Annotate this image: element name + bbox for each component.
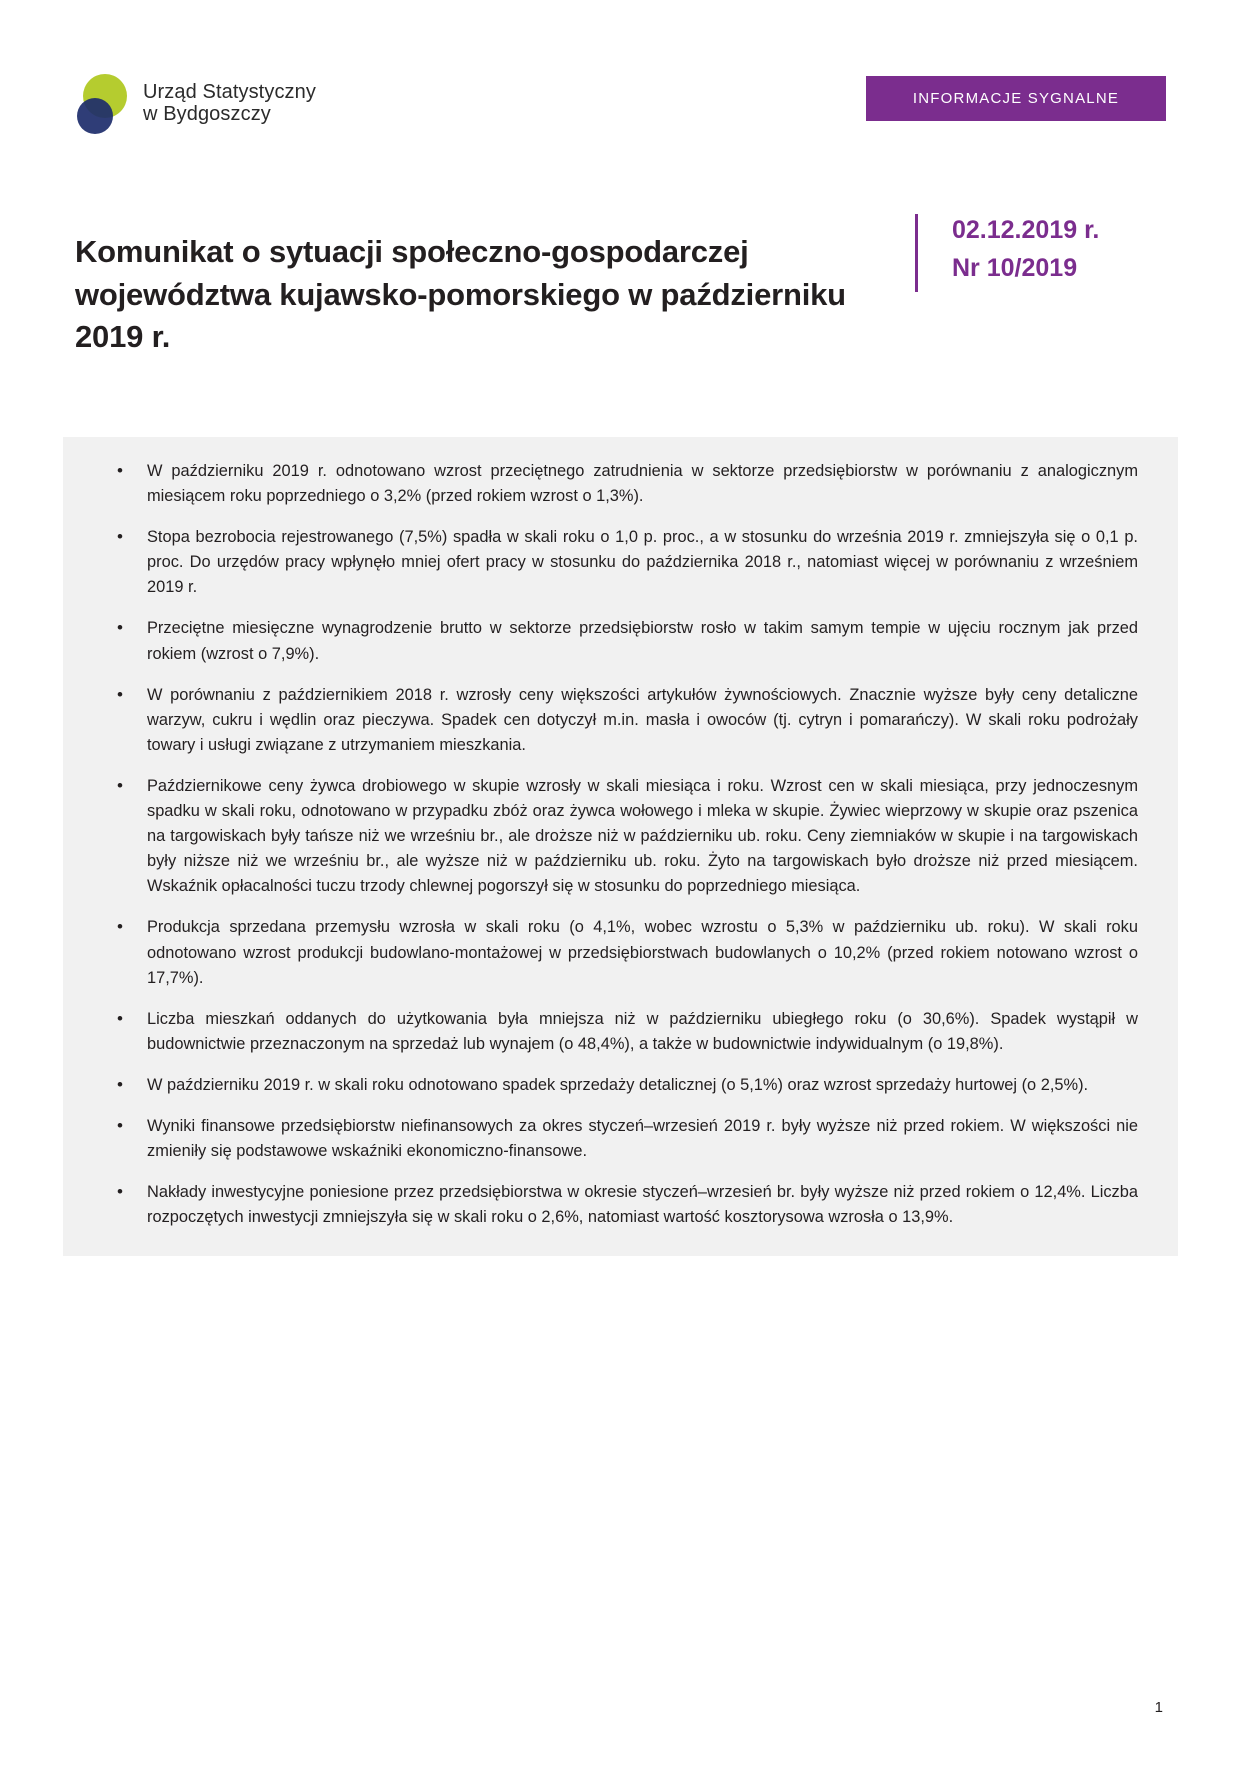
list-item: • Październikowe ceny żywca drobiowego w skupie wzrosły w skali miesiąca i roku. Wzrost cen w skali miesiąca, przy jednoczesnym spadku w skali roku, odnotowano w przypadku zbóż oraz żywca wołowego i mleka w skupie. Żywiec wieprzowy w skupie oraz pszenica na targowiskach były tańsze niż we wrześniu br., ale droższe niż w październiku ub. roku. Ceny ziemniaków w skupie i na targowiskach były niższe niż we wrześniu br., ale wyższe niż w październiku ub. roku. Żyto na targowiskach było droższe niż przed miesiącem. Wskaźnik opłacalności tuczu trzody chlewnej pogorszył się w stosunku do poprzedniego miesiąca. [103, 774, 1138, 899]
publication-number: Nr 10/2019 [952, 253, 1078, 282]
list-item: • W październiku 2019 r. odnotowano wzrost przeciętnego zatrudnienia w sektorze przedsiębiorstw w porównaniu z analogicznym miesiącem roku poprzedniego o 3,2% (przed rokiem wzrost o 1,3%). [103, 459, 1138, 509]
status-badge: INFORMACJE SYGNALNE [866, 76, 1166, 121]
logo-text [143, 81, 316, 126]
list-item: • Produkcja sprzedana przemysłu wzrosła w skali roku (o 4,1%, wobec wzrostu o 5,3% w październiku ub. roku). W skali roku odnotowano wzrost produkcji budowlano-montażowej w przedsiębiorstwach budowlanych o 10,2% (przed rokiem notowano wzrost o 17,7%). [103, 915, 1138, 990]
page-number: 1 [1154, 1699, 1163, 1716]
list-item: • W porównaniu z październikiem 2018 r. wzrosły ceny większości artykułów żywnościowych. Znacznie wyższe były ceny detaliczne warzyw, cukru i wędlin oraz pieczywa. Spadek cen dotyczył m.in. masła i owoców (tj. cytryn i pomarańczy). W skali roku podrożały towary i usługi związane z utrzymaniem mieszkania. [103, 683, 1138, 758]
list-item: • W październiku 2019 r. w skali roku odnotowano spadek sprzedaży detalicznej (o 5,1%) oraz wzrost sprzedaży hurtowej (o 2,5%). [103, 1073, 1138, 1098]
logo-line-1: Urząd Statystyczny [143, 80, 316, 103]
highlights-box [63, 437, 1178, 1256]
title-area [75, 210, 1166, 380]
list-item: • Wyniki finansowe przedsiębiorstw niefinansowych za okres styczeń–wrzesień 2019 r. były wyższe niż przed rokiem. W większości nie zmieniły się podstawowe wskaźniki ekonomiczno-finansowe. [103, 1114, 1138, 1164]
list-item: • Przeciętne miesięczne wynagrodzenie brutto w sektorze przedsiębiorstw rosło w takim samym tempie w ujęciu rocznym jak przed rokiem (wzrost o 7,9%). [103, 616, 1138, 666]
title-divider [915, 214, 918, 292]
highlights-list [103, 459, 1138, 1230]
page-header [75, 72, 1166, 152]
publication-meta [952, 210, 1099, 287]
logo-line-2: w Bydgoszczy [143, 103, 271, 125]
list-item: • Nakłady inwestycyjne poniesione przez przedsiębiorstwa w okresie styczeń–wrzesień br. były wyższe niż przed rokiem o 12,4%. Liczba rozpoczętych inwestycji zmniejszyła się w skali roku o 2,6%, natomiast wartość kosztorysowa wzrosła o 13,9%. [103, 1180, 1138, 1230]
page-title: Komunikat o sytuacji społeczno-gospodarczej województwa kujawsko-pomorskiego w październiku 2019 r. [75, 233, 846, 355]
list-item: • Stopa bezrobocia rejestrowanego (7,5%) spadła w skali roku o 1,0 p. proc., a w stosunku do września 2019 r. zmniejszyła się o 0,1 p. proc. Do urzędów pracy wpłynęło mniej ofert pracy w stosunku do października 2018 r., natomiast więcej w porównaniu z wrześniem 2019 r. [103, 525, 1138, 600]
publication-date: 02.12.2019 r. [952, 216, 1100, 244]
institution-logo [75, 72, 316, 134]
logo-blue-circle [77, 98, 113, 134]
statistical-office-logo-icon [75, 72, 133, 134]
list-item: • Liczba mieszkań oddanych do użytkowania była mniejsza niż w październiku ubiegłego roku (o 30,6%). Spadek wystąpił w budownictwie przeznaczonym na sprzedaż lub wynajem (o 48,4%), a także w budownictwie indywidualnym (o 19,8%). [103, 1007, 1138, 1057]
